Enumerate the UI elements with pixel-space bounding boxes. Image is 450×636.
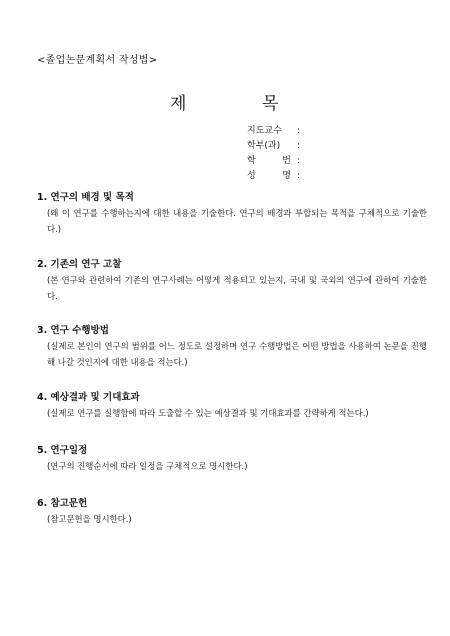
info-row-department (247, 139, 300, 154)
section-title: 3. 연구 수행방법 (37, 325, 109, 336)
section-expected-results (37, 389, 427, 422)
title-char-1: 제 (170, 94, 187, 114)
section-body: (본 연구와 관련하여 기존의 연구사례는 어떻게 적용되고 있는지, 국내 및 국외의 연구에 관하여 기술한다. (47, 275, 427, 301)
info-row-student-id (247, 154, 300, 169)
info-label: 학부(과) (247, 141, 281, 151)
section-schedule (37, 442, 427, 475)
section-references (37, 495, 427, 528)
section-title: 5. 연구일정 (37, 445, 88, 456)
section-body: (왜 이 연구를 수행하는지에 대한 내용을 기술한다. 연구의 배경과 부합되는 목적을 구체적으로 기술한다.) (47, 208, 427, 234)
section-title: 6. 참고문헌 (37, 498, 88, 509)
info-label: 학 번 (247, 156, 291, 166)
section-title: 4. 예상결과 및 기대효과 (37, 392, 140, 403)
section-background (37, 189, 427, 237)
info-label: 성 명 (247, 171, 291, 181)
section-title: 1. 연구의 배경 및 목적 (37, 192, 134, 203)
info-colon: : (297, 171, 301, 181)
info-colon: : (297, 156, 301, 166)
info-row-name (247, 169, 300, 184)
info-block (247, 124, 300, 184)
section-methods (37, 322, 427, 370)
title-char-2: 목 (262, 94, 279, 114)
section-title: 2. 기존의 연구 고찰 (37, 259, 122, 270)
section-body: (실제로 연구를 실행함에 따라 도출할 수 있는 예상결과 및 기대효과를 간략하게 적는다.) (47, 408, 369, 418)
info-colon: : (297, 126, 301, 136)
section-body: (연구의 진행순서에 따라 일정을 구체적으로 명시한다.) (47, 461, 248, 471)
section-literature-review (37, 256, 427, 304)
info-label: 지도교수 (247, 126, 282, 136)
title-row (0, 89, 450, 113)
info-row-advisor (247, 124, 300, 139)
document-heading: <졸업논문계획서 작성법> (37, 55, 158, 66)
section-body: (참고문헌을 명시한다.) (47, 514, 132, 524)
section-body: (실제로 본인이 연구의 범위를 어느 정도로 설정하며 연구 수행방법은 어떤 방법을 사용하여 논문을 진행해 나갈 것인지에 대한 내용을 적는다.) (47, 341, 427, 367)
info-colon: : (297, 141, 301, 151)
